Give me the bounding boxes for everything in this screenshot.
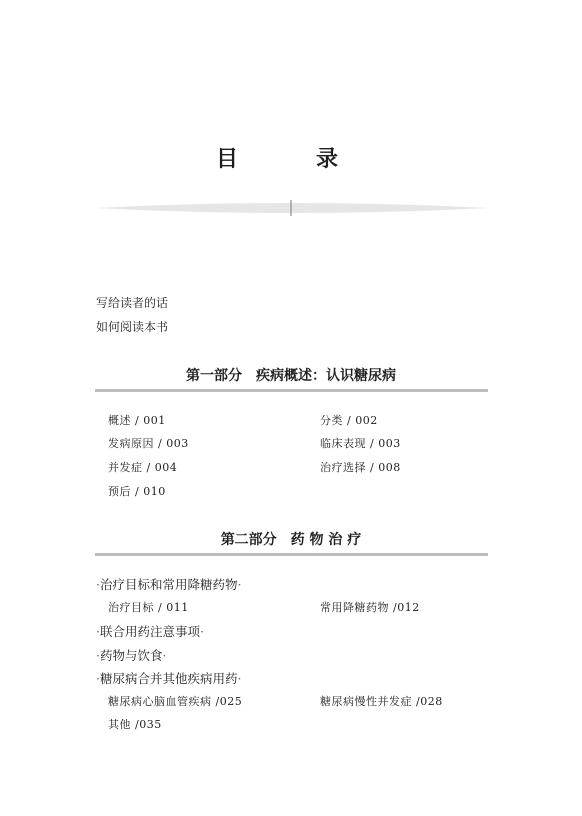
toc-preface-item[interactable]: 如何阅读本书 <box>96 320 169 334</box>
bullet-icon: · <box>237 577 242 592</box>
toc-entry[interactable]: 治疗选择 / 008 <box>320 461 401 474</box>
part1-rule <box>95 389 488 392</box>
toc-topic[interactable] <box>96 646 166 664</box>
toc-entry[interactable]: 治疗目标 / 011 <box>108 601 189 614</box>
toc-topic-label: 联合用药注意事项 <box>99 624 200 639</box>
part1-heading: 第一部分 疾病概述：认识糖尿病 <box>186 368 396 384</box>
bullet-icon: · <box>96 624 100 639</box>
bullet-icon: · <box>237 671 242 686</box>
toc-topic-label: 治疗目标和常用降糖药物 <box>99 577 238 592</box>
toc-entry[interactable]: 常用降糖药物 /012 <box>320 601 420 614</box>
toc-entry[interactable]: 预后 / 010 <box>108 485 166 498</box>
toc-entry[interactable]: 其他 /035 <box>108 718 162 731</box>
toc-entry[interactable]: 分类 / 002 <box>320 414 378 427</box>
toc-entry[interactable]: 并发症 / 004 <box>108 461 178 474</box>
toc-topic[interactable] <box>96 669 241 687</box>
title-divider <box>95 196 489 220</box>
page-title: 目 录 <box>215 147 366 172</box>
bullet-icon: · <box>96 577 100 592</box>
bullet-icon: · <box>96 671 100 686</box>
part2-rule <box>95 553 488 556</box>
toc-entry[interactable]: 发病原因 / 003 <box>108 437 189 450</box>
toc-topic[interactable] <box>96 622 204 640</box>
toc-entry[interactable]: 糖尿病心脑血管疾病 /025 <box>108 695 243 708</box>
toc-topic-label: 药物与饮食 <box>99 648 163 663</box>
toc-topic[interactable] <box>96 575 241 593</box>
toc-entry[interactable]: 糖尿病慢性并发症 /028 <box>320 695 443 708</box>
part2-heading: 第二部分 药 物 治 疗 <box>220 532 362 548</box>
bullet-icon: · <box>162 648 167 663</box>
toc-topic-label: 糖尿病合并其他疾病用药 <box>99 671 238 686</box>
bullet-icon: · <box>200 624 204 639</box>
toc-entry[interactable]: 临床表现 / 003 <box>320 437 401 450</box>
toc-preface-item[interactable]: 写给读者的话 <box>96 296 169 310</box>
bullet-icon: · <box>96 648 100 663</box>
toc-entry[interactable]: 概述 / 001 <box>108 414 166 427</box>
